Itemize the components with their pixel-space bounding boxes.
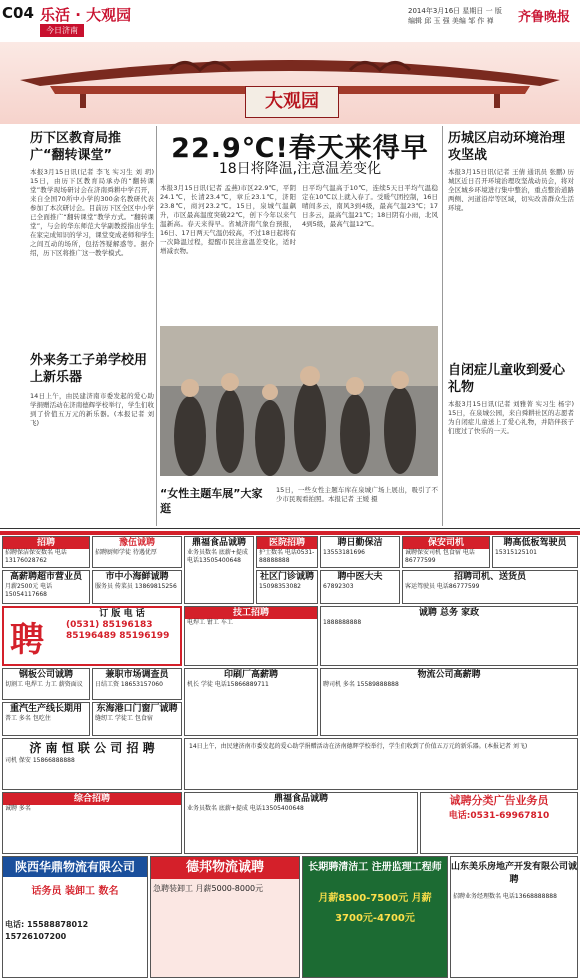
ad-box[interactable]: [450, 856, 578, 978]
ad-box[interactable]: [184, 668, 318, 736]
recruit-logo: 聘: [10, 620, 44, 660]
ad-title: 豫伍诚聘: [118, 538, 155, 548]
ad-box[interactable]: [2, 606, 182, 666]
ad-body: 67892303: [323, 583, 354, 590]
ad-title: 保安司机: [403, 537, 489, 549]
ad-box[interactable]: [302, 856, 448, 978]
editors-line: 编辑 邱 玉 强 美编 邹 作 禅: [408, 17, 494, 25]
ad-title: 综合招聘: [3, 793, 181, 805]
ad-body: 15315125101: [495, 549, 537, 556]
ad-title: 东海港口门窗厂诚聘: [96, 704, 178, 714]
ad-title: 医院招聘: [257, 537, 317, 549]
ad-box[interactable]: [2, 702, 90, 736]
ad-body: 切割工 电焊工 力工 薪资面议: [5, 681, 83, 688]
article-body: 本报3月15日讯(记者 孟燕)市区22.9℃，平阴24.1℃，长清23.4℃，章丘23.1℃，济阳23.8℃，商河23.2℃。15日，泉城气温飙升，市区最高温度突破22℃，创下今年以来气温新高。春天来得早。省城济南气象台预报，16日、17日两天气温仍较高，不过18日起将有一次降温过程，提醒市民注意温差变化，适时增减衣物。: [160, 184, 296, 255]
ad-title: 印刷厂高薪聘: [223, 670, 278, 680]
ad-body: 业务员数名 底薪+提成 电话13505400648: [187, 549, 248, 564]
ad-box[interactable]: [2, 856, 148, 978]
ad-box[interactable]: [320, 570, 400, 604]
ad-title: 鼎福食品诚聘: [191, 538, 246, 548]
article-headline: 外来务工子弟学校用上新乐器: [30, 353, 148, 385]
ad-body: 电焊工 钳工 车工: [187, 619, 233, 626]
ad-title: 重汽生产线长期用: [9, 704, 82, 714]
column-divider: [156, 126, 157, 526]
ad-title: 长期聘清洁工 注册监理工程师: [308, 862, 442, 873]
ads-header-bar: [0, 531, 580, 535]
ad-box[interactable]: [92, 702, 182, 736]
ad-body: 招聘厨师学徒 待遇优厚: [95, 549, 157, 556]
ad-title: 社区门诊诚聘: [259, 572, 314, 582]
ad-box[interactable]: [2, 668, 90, 700]
ad-title: 钢板公司诚聘: [18, 670, 73, 680]
ad-phone: (0531) 85196183 85196489 85196199: [66, 620, 170, 641]
ad-box[interactable]: [2, 536, 90, 568]
ad-title: 兼职市场调查员: [105, 670, 169, 680]
ad-box[interactable]: [184, 738, 578, 790]
photo-headline: “女性主题车展”大家逛: [160, 487, 263, 515]
ad-body: 普工 多名 包吃住: [5, 715, 51, 722]
ad-body: 14日上午，由民建济南市委发起的爱心助学捐赠活动在济南德辉学校举行，学生们收到了价值五万元的新乐器。(本报记者 刘飞): [189, 743, 528, 750]
ad-box[interactable]: [184, 606, 318, 666]
ad-box[interactable]: [320, 606, 578, 666]
ad-phone: 电话: 15588878012 15726107200: [5, 920, 89, 941]
ad-body: 话务员 装卸工 数名: [31, 886, 119, 897]
ad-box[interactable]: [184, 792, 418, 854]
ad-body: 业务员数名 底薪+提成 电话13505400648: [187, 805, 304, 812]
ad-body: 招聘业务经理数名 电话13668888888: [453, 893, 557, 900]
newspaper-logo: 齐鲁晚报: [518, 10, 571, 25]
ad-title: 鼎福食品诚聘: [273, 794, 328, 804]
article-body: 本报3月15日讯(记者 李飞 实习生 刘 玥) 15日，由历下区教育局承办的“翻转课堂”教学现场研讨会在济南舜耕中学召开，来自全国70所中小学的300余名教研代表参加了本次研讨会。目前历下区全区中小学已全面推广“翻转课堂”教学方式。“翻转课堂”，与会的华东师范大学副教授指出学生在家完成知识的学习，课堂变成老师和学生之间互动的场所，包括答疑解惑等。据介绍，历下区将推广这一教学模式。: [30, 168, 154, 257]
ad-title: 陕西华鼎物流有限公司: [3, 857, 147, 877]
ad-title: 市中小海鲜诚聘: [105, 572, 169, 582]
ad-body: 护士数名 电话0531-88888888: [259, 549, 315, 564]
article-headline: 历城区启动环境治理攻坚战: [448, 131, 566, 163]
section-banner: [0, 42, 580, 124]
section-title: 乐活 · 大观园: [40, 6, 132, 24]
section-subtitle: 今日济南: [40, 24, 84, 37]
ad-body: 聘司机 多名 15589888888: [323, 681, 399, 688]
ad-title: 山东美乐房地产开发有限公司诚聘: [451, 862, 578, 885]
ad-title: 高薪聘超市营业员: [9, 572, 82, 582]
banner-title: 大观园: [245, 86, 339, 118]
ad-title: 聘中医大夫: [337, 572, 383, 582]
ad-body: 日结工资 18653157060: [95, 681, 163, 688]
ad-title: 招聘: [3, 537, 89, 549]
issue-date: 2014年3月16日 星期日 一 版: [408, 7, 502, 15]
ad-body: 诚聘 多名: [5, 805, 31, 812]
ad-title: 诚聘 总务 家政: [418, 608, 480, 618]
ad-box[interactable]: [2, 570, 90, 604]
article-body: 本报3月15日讯(记者 刘雅菁 实习生 杨宇) 15日，在泉城公园，来自舜耕社区的志愿者为自闭症儿童送上了爱心礼物，并陪伴孩子们度过了快乐的一天。: [448, 400, 574, 435]
ad-title: 技工招聘: [185, 607, 317, 619]
ad-body: 急聘装卸工 月薪5000-8000元: [153, 884, 264, 893]
ad-title: 订 版 电 话: [99, 609, 145, 619]
ad-title: 济 南 恒 联 公 司 招 聘: [29, 741, 155, 755]
ad-box[interactable]: [320, 536, 400, 568]
ad-box[interactable]: [420, 792, 578, 854]
article-headline: 历下区教育局推广“翻转课堂”: [30, 131, 122, 163]
ad-body: 缝纫工 学徒工 包食宿: [95, 715, 153, 722]
article-body: 本报3月15日讯(记者 王倩 通讯员 张鹏) 历城区近日召开环境治理攻坚战动员会，将对全区城乡环境进行集中整治，重点整治道路两侧、河道沿岸等区域，切实改善群众生活环境。: [448, 168, 574, 212]
ad-title: 聘日勤保洁: [337, 538, 383, 548]
photo-caption: 15日，一些女性主题车库在泉城广场上展出，吸引了不少市民观看拍照。本报记者 王媛 摄: [276, 486, 438, 503]
ad-title: 聘高低板驾驶员: [503, 538, 567, 548]
ad-box[interactable]: [402, 570, 578, 604]
ad-body: 机长 学徒 电话15866889711: [187, 681, 269, 688]
ad-body: 服务员 传菜员 13869815256: [95, 583, 177, 590]
article-headline: 自闭症儿童收到爱心礼物: [448, 363, 566, 395]
ad-body: 招聘保洁保安数名 电话13176028762: [5, 549, 67, 564]
ad-box[interactable]: [184, 536, 254, 604]
ad-box[interactable]: [492, 536, 578, 568]
page-header: [0, 0, 580, 42]
ad-body: 诚聘保安司机 包食宿 电话86777599: [405, 549, 475, 564]
article-body: 14日上午，由民建济南市委发起的爱心助学捐赠活动在济南德辉学校举行，学生们收到了价值五万元的新乐器。(本报记者 刘飞): [30, 392, 154, 427]
column-divider: [442, 126, 443, 526]
ad-box[interactable]: [320, 668, 578, 736]
ad-box[interactable]: [92, 668, 182, 700]
section-divider: [0, 528, 580, 529]
ad-title: 物流公司高薪聘: [417, 670, 481, 680]
ad-box[interactable]: [2, 738, 182, 790]
ad-body: 15098353082: [259, 583, 301, 590]
ad-title: 德邦物流诚聘: [151, 857, 299, 879]
ad-box[interactable]: [256, 536, 318, 568]
article-body: 日平均气温高于10℃，连续5天日平均气温稳定在10℃以上就入春了。受暖气团控制，16日晴间多云，南风3到4级，最高气温23℃；17日多云，最高气温21℃；18日阴有小雨，北风4到5级，最高气温12℃。: [302, 184, 438, 228]
ad-box[interactable]: [2, 792, 182, 854]
ad-box[interactable]: [92, 570, 182, 604]
ad-body: 1888888888: [323, 619, 362, 626]
street-photo: [160, 326, 438, 476]
main-subhead: 18日将降温,注意温差变化: [218, 161, 382, 177]
ad-title: 诚聘分类广告业务员: [449, 794, 549, 807]
page-number: C04: [2, 4, 34, 22]
ad-phone: 电话:0531-69967810: [448, 811, 550, 821]
main-headline: 22.9℃!春天来得早: [171, 133, 429, 164]
ad-body: 月薪2500元 电话15054117668: [5, 583, 53, 598]
ad-body: 月薪8500-7500元 月薪3700元-4700元: [318, 893, 432, 924]
ad-box[interactable]: [92, 536, 182, 568]
ad-body: 客运驾驶员 电话86777599: [405, 583, 480, 590]
ad-title: 招聘司机、送货员: [453, 572, 526, 582]
ad-body: 13553181696: [323, 549, 365, 556]
ad-box[interactable]: [402, 536, 490, 568]
ad-box[interactable]: [150, 856, 300, 978]
ad-body: 司机 保安 15866888888: [5, 757, 75, 764]
ad-box[interactable]: [256, 570, 318, 604]
